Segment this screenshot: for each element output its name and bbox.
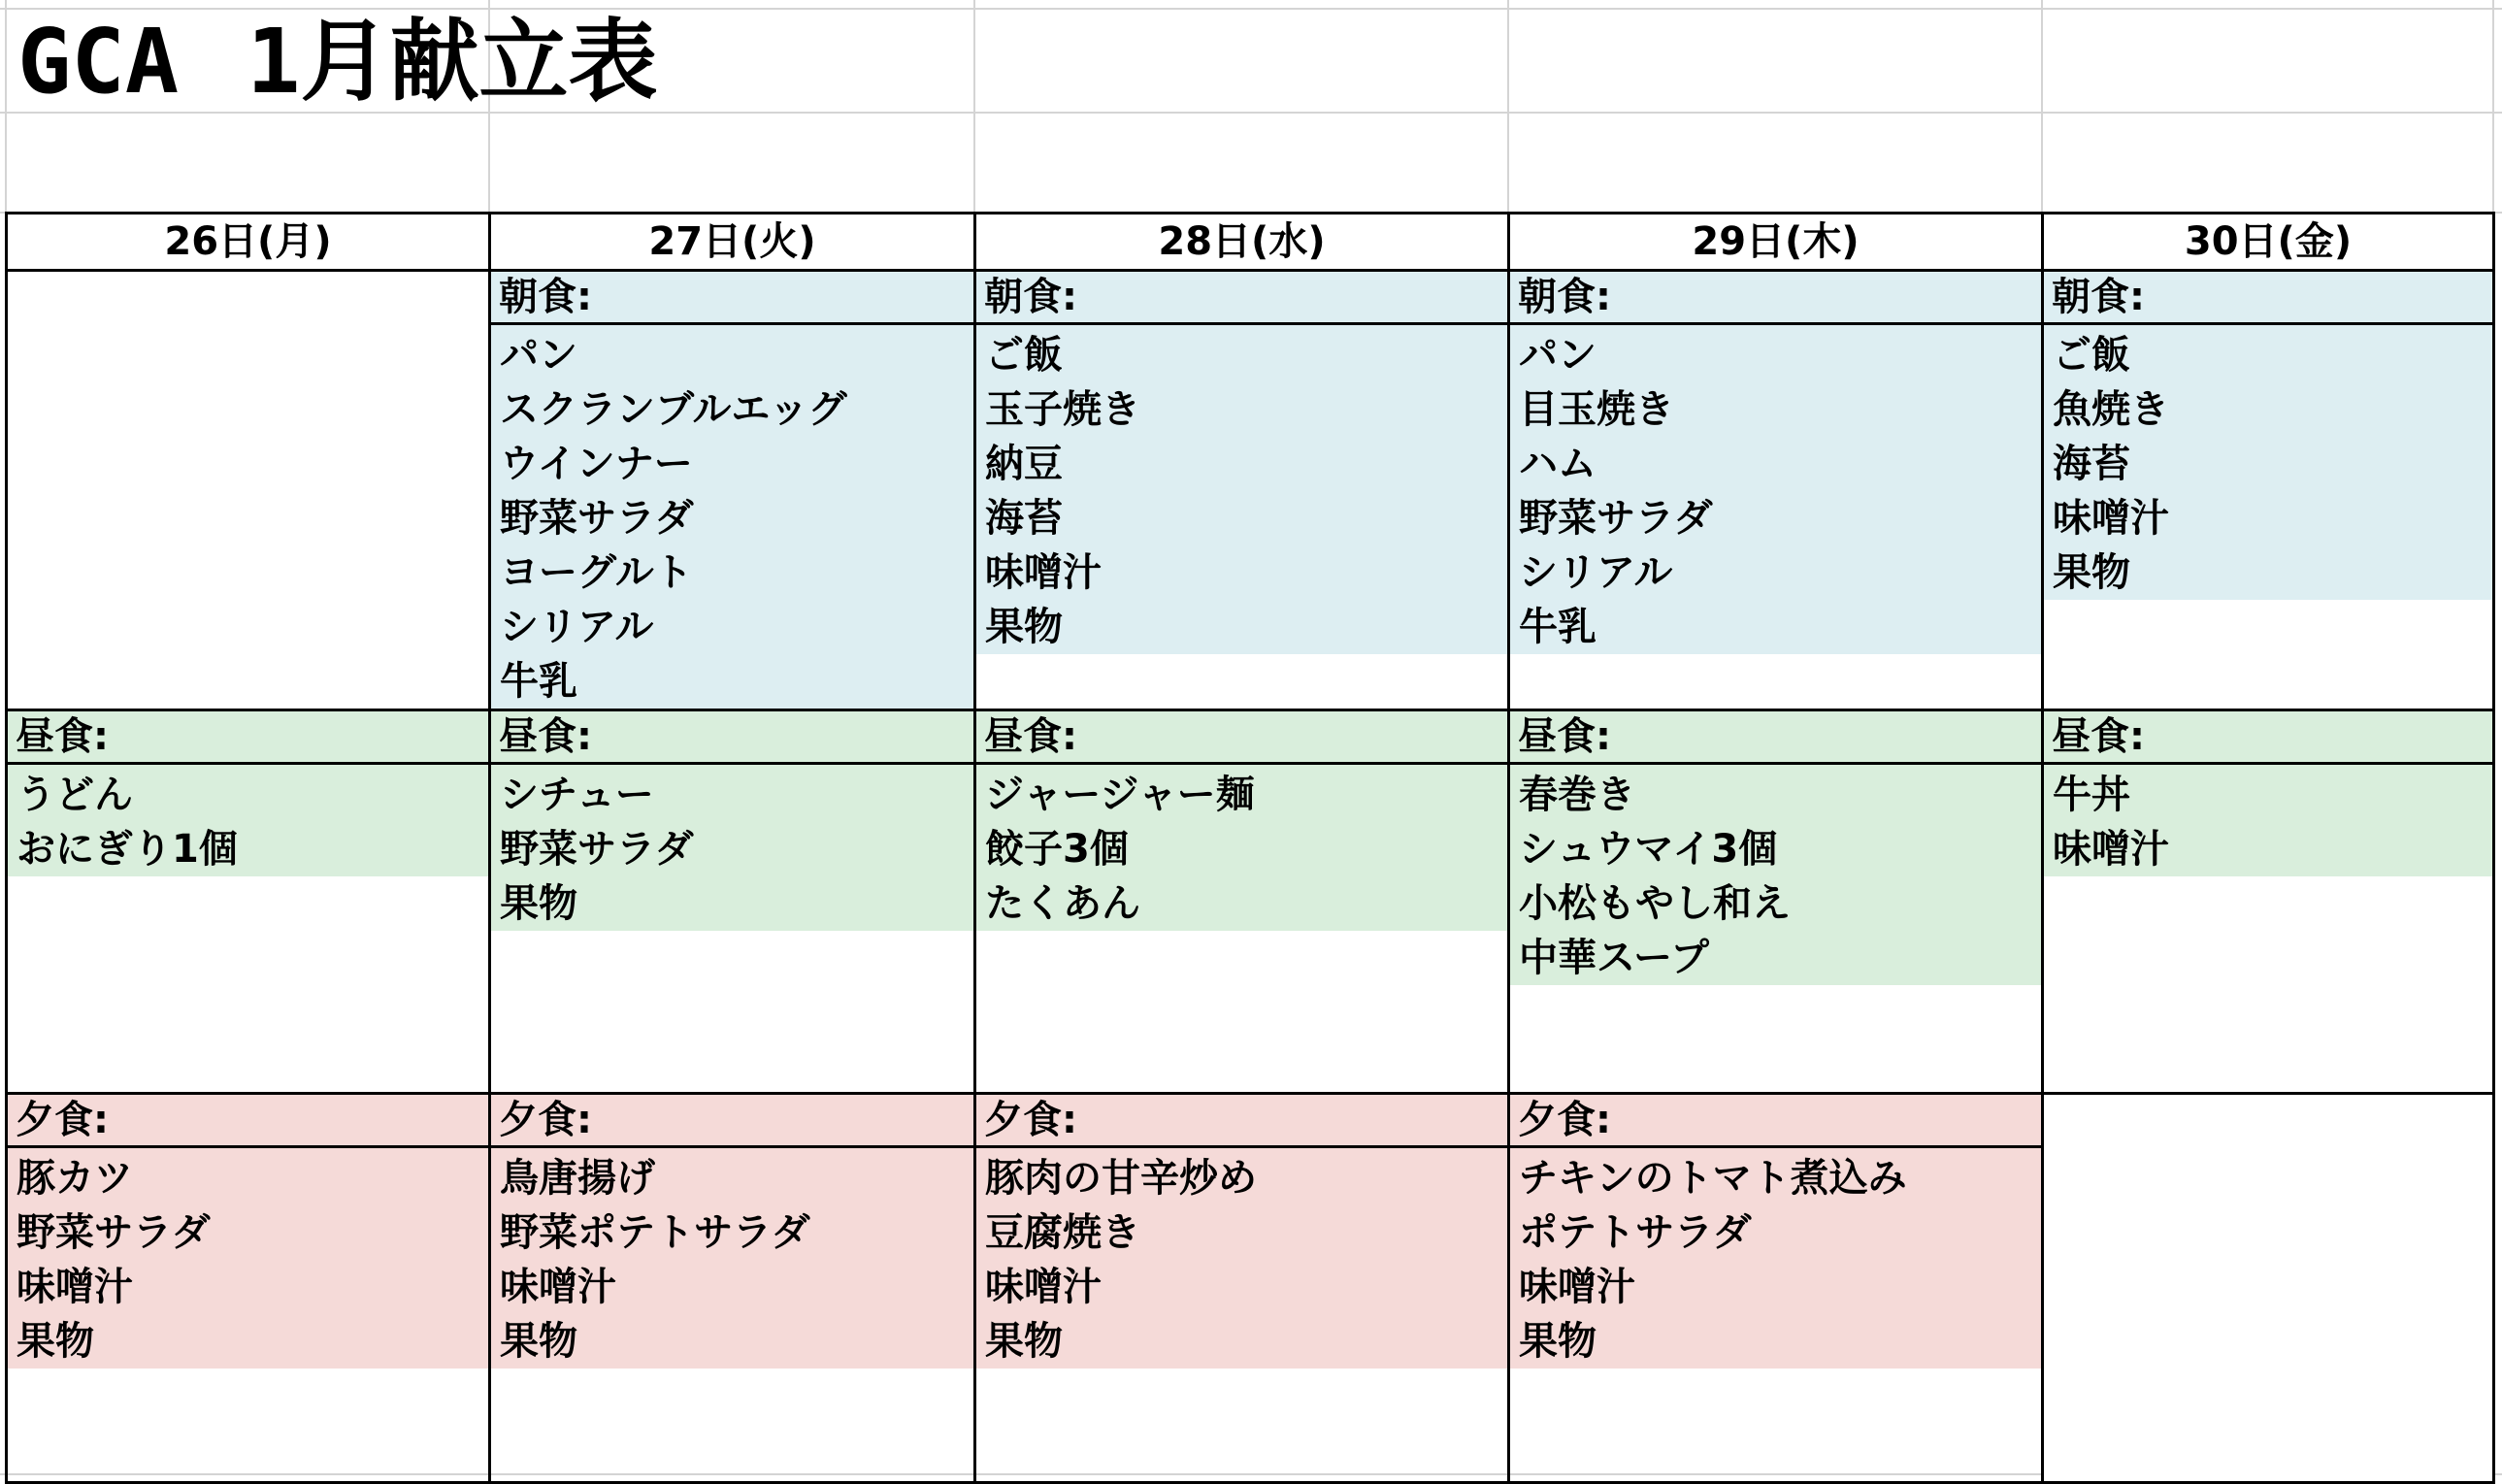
menu-item: 野菜サラダ [16,1210,211,1255]
menu-item: シリアル [1519,550,1673,595]
menu-item-list [976,765,1507,931]
dinner-block [491,1095,973,1369]
lunch-block [2044,711,2492,876]
menu-item-list [491,325,973,709]
lunch-label: 昼食: [1510,711,2041,765]
title-prefix: GCA [17,10,180,114]
menu-item: ジャージャー麺 [985,773,1255,817]
menu-item: ご飯 [985,333,1063,378]
sheet-title[interactable] [17,8,658,116]
menu-item-list [2044,765,2492,876]
breakfast-cell[interactable] [1509,271,2043,710]
menu-item-list [491,765,973,931]
lunch-label: 昼食: [2044,711,2492,765]
day-header[interactable]: 30日(金) [2043,214,2494,271]
breakfast-block [976,272,1507,654]
dinner-row [7,1094,2494,1483]
menu-item: ヨーグルト [500,550,693,595]
lunch-block [8,711,488,876]
breakfast-label: 朝食: [491,272,973,325]
dinner-block [8,1095,488,1369]
menu-item: 玉子焼き [985,387,1140,432]
menu-item-list [491,1148,973,1369]
breakfast-cell[interactable] [490,271,975,710]
menu-item: 豆腐焼き [985,1210,1140,1255]
menu-item: 果物 [985,605,1063,649]
breakfast-cell[interactable] [2043,271,2494,710]
menu-item: 海苔 [2053,442,2130,486]
lunch-row [7,710,2494,1094]
menu-item-list [976,1148,1507,1369]
menu-item: 牛丼 [2053,773,2130,817]
dinner-cell-empty[interactable] [2043,1094,2494,1483]
menu-item: シチュー [500,773,654,817]
dinner-cell[interactable] [7,1094,490,1483]
breakfast-block [491,272,973,709]
lunch-label: 昼食: [491,711,973,765]
menu-item-list [8,1148,488,1369]
menu-item: 春巻き [1519,773,1635,817]
menu-item: 牛乳 [1519,605,1597,649]
menu-item: 海苔 [985,496,1063,541]
menu-item-list [1510,1148,2041,1369]
menu-item-list [1510,765,2041,985]
menu-item: 鳥唐揚げ [500,1156,655,1201]
breakfast-cell-empty[interactable] [7,271,490,710]
dinner-block [976,1095,1507,1369]
day-header[interactable]: 27日(火) [490,214,975,271]
menu-item: 豚肉の甘辛炒め [985,1156,1257,1201]
menu-item: ポテトサラダ [1519,1210,1752,1255]
menu-item: 味噌汁 [2053,496,2169,541]
menu-item-list [2044,325,2492,600]
menu-item: 味噌汁 [985,550,1102,595]
menu-item: 魚焼き [2053,387,2169,432]
menu-item: 野菜サラダ [500,827,694,872]
lunch-cell[interactable] [7,710,490,1094]
menu-item: シュウマイ3個 [1519,827,1778,872]
menu-item: 果物 [500,881,577,926]
dinner-label: 夕食: [491,1095,973,1148]
menu-item: 餃子3個 [985,827,1129,872]
dinner-cell[interactable] [490,1094,975,1483]
dinner-cell[interactable] [1509,1094,2043,1483]
menu-item: 野菜ポテトサラダ [500,1210,810,1255]
lunch-label: 昼食: [976,711,1507,765]
menu-item: ハム [1519,442,1597,486]
lunch-cell[interactable] [2043,710,2494,1094]
breakfast-label: 朝食: [976,272,1507,325]
menu-item: 味噌汁 [500,1265,616,1309]
menu-item: ウインナー [500,442,693,486]
day-header[interactable]: 29日(木) [1509,214,2043,271]
menu-item: 中華スープ [1519,936,1709,980]
dinner-label: 夕食: [8,1095,488,1148]
menu-item: 果物 [985,1319,1063,1364]
dinner-label: 夕食: [976,1095,1507,1148]
lunch-cell[interactable] [975,710,1509,1094]
menu-item: 野菜サラダ [500,496,694,541]
menu-item: 果物 [1519,1319,1597,1364]
menu-item: 果物 [2053,550,2130,595]
menu-item: 納豆 [985,442,1063,486]
menu-item: 果物 [16,1319,94,1364]
dinner-label: 夕食: [1510,1095,2041,1148]
menu-item: おにぎり1個 [16,827,238,872]
menu-item: ご飯 [2053,333,2130,378]
menu-item-list [8,765,488,876]
menu-item: 小松もやし和え [1519,881,1791,926]
menu-item-list [976,325,1507,654]
menu-item: 味噌汁 [1519,1265,1635,1309]
menu-item: 味噌汁 [16,1265,133,1309]
menu-table [5,212,2495,1484]
day-header-row [7,214,2494,271]
menu-item: シリアル [500,605,654,649]
menu-item: 味噌汁 [985,1265,1102,1309]
breakfast-block [1510,272,2041,654]
menu-item: たくあん [985,881,1140,926]
menu-item: パン [1519,333,1597,378]
breakfast-row [7,271,2494,710]
lunch-block [491,711,973,931]
day-header[interactable]: 26日(月) [7,214,490,271]
menu-item-list [1510,325,2041,654]
dinner-cell[interactable] [975,1094,1509,1483]
lunch-label: 昼食: [8,711,488,765]
menu-item: 目玉焼き [1519,387,1674,432]
menu-item: スクランブルエッグ [500,387,847,432]
dinner-block [1510,1095,2041,1369]
menu-item: 野菜サラダ [1519,496,1713,541]
menu-item: 豚カツ [16,1156,133,1201]
menu-item: パン [500,333,577,378]
menu-item: チキンのトマト煮込み [1519,1156,1907,1201]
title-main: 1月献立表 [247,10,658,114]
breakfast-label: 朝食: [2044,272,2492,325]
menu-item: うどん [16,773,133,817]
menu-item: 牛乳 [500,659,577,704]
lunch-cell[interactable] [490,710,975,1094]
breakfast-block [2044,272,2492,600]
breakfast-label: 朝食: [1510,272,2041,325]
menu-item: 味噌汁 [2053,827,2169,872]
breakfast-cell[interactable] [975,271,1509,710]
lunch-cell[interactable] [1509,710,2043,1094]
menu-item: 果物 [500,1319,577,1364]
lunch-block [1510,711,2041,985]
lunch-block [976,711,1507,931]
day-header[interactable]: 28日(水) [975,214,1509,271]
